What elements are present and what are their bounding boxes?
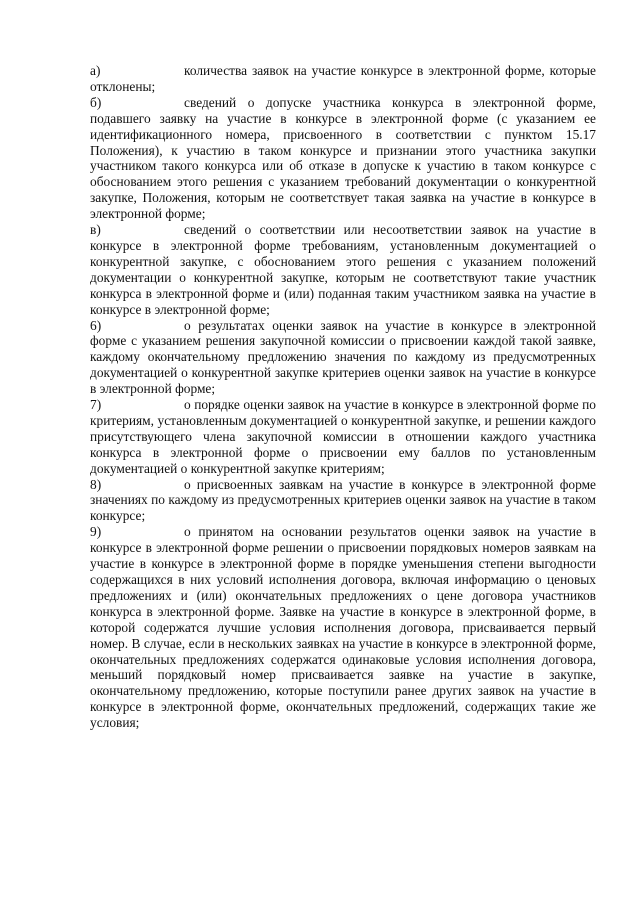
list-item-a [90, 63, 596, 95]
list-item-text: количества заявок на участие конкурсе в электронной форме, которые отклонены; [90, 63, 596, 94]
list-marker: 6) [90, 317, 102, 333]
list-marker: 9) [90, 524, 102, 540]
list-item-text: о результатах оценки заявок на участие в конкурсе в электронной форме с указанием решения закупочной комиссии о присвоении каждой такой заявке, каждому окончательному предложению значения по каждому из предусмотренных документацией о конкурентной закупке критериев оценки заявок на участие в конкурсе в электронной форме; [90, 317, 596, 397]
list-item-text: о принятом на основании результатов оценки заявок на участие в конкурсе в электронной форме решении о присвоении порядковых номеров заявкам на участие в конкурсе в электронной форме в порядке уменьшения степени выгодности содержащихся в них условий исполнения договора, включая информацию о ценовых предложениях и (или) окончательных предложениях о цене договора участников конкурса в электронной форме. Заявке на участие в конкурсе в электронной форме, в которой содержатся лучшие условия исполнения договора, присваивается первый номер. В случае, если в нескольких заявках на участие в конкурсе в электронной форме, окончательных предложениях содержатся одинаковые условия исполнения договора, меньший порядковый номер присваивается заявке на участие в закупке, окончательному предложению, которые поступили ранее других заявок на участие в конкурсе в электронной форме, окончательных предложений, содержащих такие же условия; [90, 524, 596, 731]
list-item-7 [90, 397, 596, 477]
list-item-8 [90, 477, 596, 525]
list-item-text: сведений о допуске участника конкурса в электронной форме, подавшего заявку на участие в конкурсе в электронной форме (с указанием ее идентификационного номера, присвоенного в соответствии с пунктом 15.17 Положения), к участию в таком конкурсе и признании этого участника закупки участником такого конкурса или об отказе в допуске к участию в таком конкурсе с обоснованием этого решения с указанием требований документации о конкурентной закупке, Положения, которым не соответствует такая заявка на участие в конкурсе в электронной форме; [90, 94, 596, 222]
list-item-v [90, 222, 596, 317]
list-item-6 [90, 318, 596, 398]
list-marker: а) [90, 63, 101, 78]
list-marker: 7) [90, 397, 102, 413]
list-item-text: о присвоенных заявкам на участие в конкурсе в электронной форме значениях по каждому из предусмотренных критериев оценки заявок на участие в таком конкурсе; [90, 476, 596, 524]
document-page [90, 63, 596, 731]
list-item-9 [90, 524, 596, 731]
list-item-b [90, 95, 596, 222]
list-item-text: сведений о соответствии или несоответствии заявок на участие в конкурсе в электронной форме требованиям, установленным документацией о конкурентной закупке, с обоснованием этого решения с указанием положений документации о конкурентной закупке, которым не соответствуют такие участник конкурса в электронной форме и (или) поданная таким участником заявка на участие в конкурсе в электронной форме; [90, 222, 596, 317]
list-marker: б) [90, 94, 102, 110]
list-item-text: о порядке оценки заявок на участие в конкурсе в электронной форме по критериям, установленным документацией о конкурентной закупке, и решении каждого присутствующего члена закупочной комиссии в отношении каждого участника конкурса в электронной форме о присвоении ему баллов по установленным документацией о конкурентной закупке критериям; [90, 397, 596, 476]
list-marker: 8) [90, 476, 102, 492]
list-marker: в) [90, 222, 101, 238]
